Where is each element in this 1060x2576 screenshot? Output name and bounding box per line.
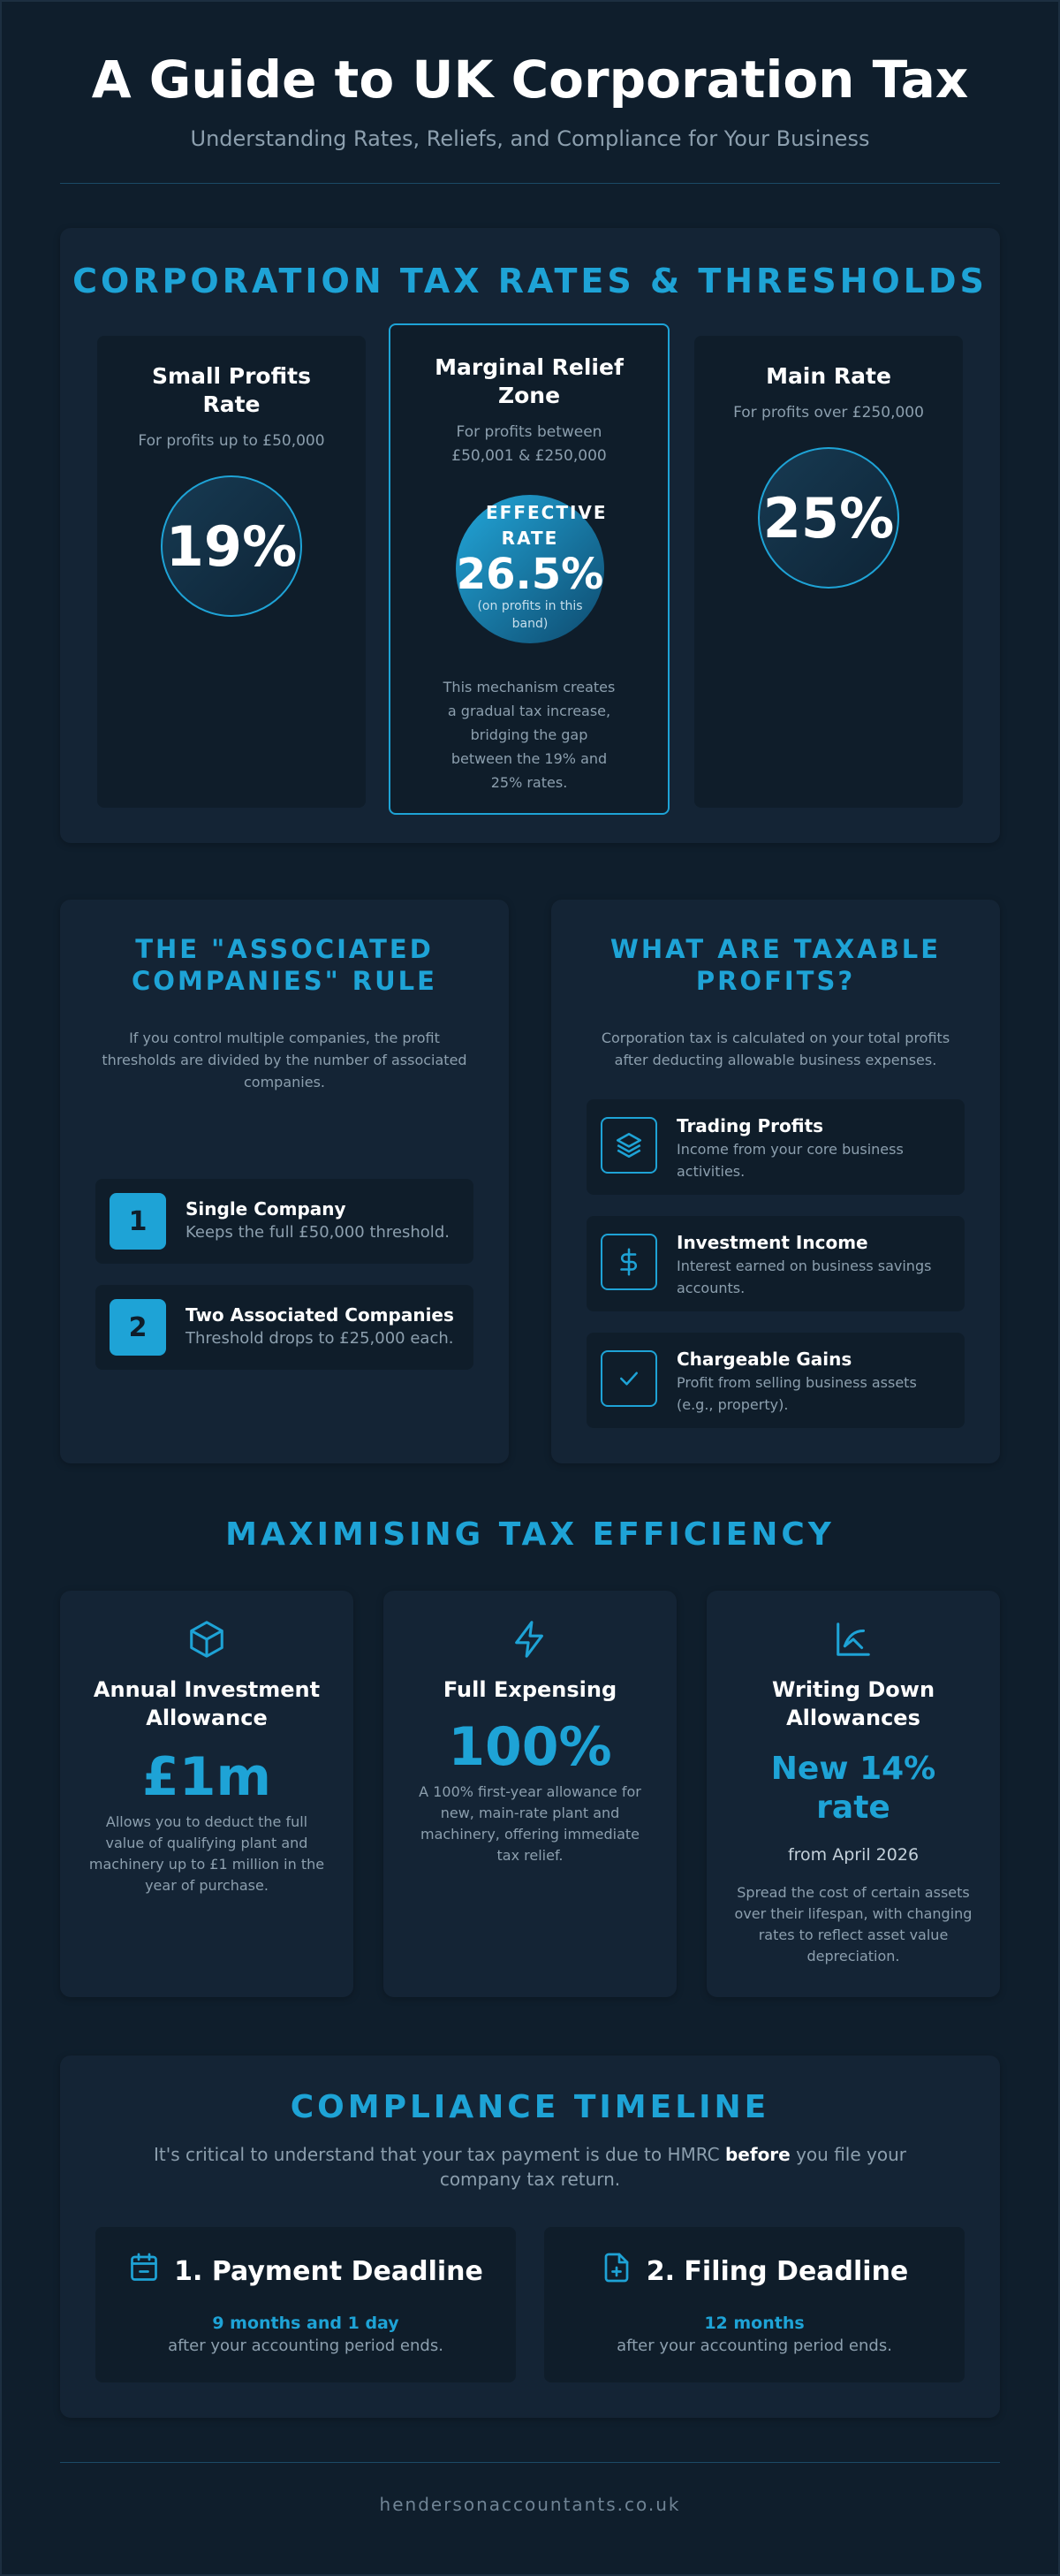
compliance-intro-emphasis: before — [724, 2144, 791, 2165]
efficiency-card-value: New 14% rate — [770, 1751, 936, 1826]
associated-item-number: 1 — [110, 1193, 166, 1250]
effective-rate-value: 26.5% — [456, 550, 604, 599]
taxable-item-desc: Income from your core business activities. — [677, 1141, 904, 1180]
associated-item-desc: Threshold drops to £25,000 each. — [186, 1329, 454, 1348]
small-profits-desc: For profits up to £50,000 — [138, 432, 325, 450]
marginal-relief-card — [389, 323, 670, 815]
page-title: A Guide to UK Corporation Tax — [91, 49, 969, 110]
main-rate-desc: For profits over £250,000 — [733, 404, 924, 422]
payment-deadline-heading — [95, 2252, 516, 2291]
lightning-icon — [383, 1619, 677, 1660]
payment-deadline-title: 1. Payment Deadline — [174, 2255, 483, 2287]
efficiency-card-full-expensing — [383, 1591, 677, 1997]
efficiency-card-wda — [707, 1591, 1000, 1997]
efficiency-card-value-note: from April 2026 — [787, 1845, 920, 1865]
filing-deadline-card — [544, 2227, 965, 2382]
associated-companies-card — [60, 900, 509, 1463]
chart-line-icon — [707, 1619, 1000, 1660]
effective-rate-note: (on profits in this band) — [477, 599, 583, 631]
file-plus-icon — [601, 2252, 632, 2291]
taxable-item-gains — [587, 1333, 965, 1428]
taxable-profits-title: WHAT ARE TAXABLE PROFITS? — [610, 934, 942, 996]
efficiency-card-aia — [60, 1591, 353, 1997]
marginal-relief-explanation: This mechanism creates a gradual tax increase, bridging the gap between the 19% and 25% rates. — [443, 679, 616, 791]
associated-item-number: 2 — [110, 1299, 166, 1356]
marginal-relief-name: Marginal Relief Zone — [435, 354, 624, 408]
efficiency-card-desc: Allows you to deduct the full value of qualifying plant and machinery up to £1 million in the year of purchase. — [88, 1813, 325, 1894]
taxable-item-investment — [587, 1216, 965, 1311]
associated-item-title: Two Associated Companies — [186, 1304, 454, 1326]
filing-deadline-period: 12 months — [704, 2314, 805, 2333]
compliance-intro — [148, 2142, 912, 2192]
compliance-intro-text: It's critical to understand that your tax payment is due to HMRC — [154, 2144, 725, 2165]
payment-deadline-card — [95, 2227, 516, 2382]
associated-item-two — [95, 1285, 473, 1370]
check-icon — [601, 1350, 657, 1407]
compliance-section — [60, 2055, 1000, 2418]
compliance-intro-text: you file your company tax return. — [439, 2144, 906, 2190]
taxable-item-desc: Profit from selling business assets (e.g., property). — [677, 1374, 917, 1413]
effective-rate-label: EFFECTIVE RATE — [486, 502, 608, 549]
payment-deadline-sub: after your accounting period ends. — [168, 2337, 443, 2355]
taxable-profits-intro: Corporation tax is calculated on your total profits after deducting allowable business expenses. — [601, 1030, 950, 1068]
footer-divider — [60, 2462, 1000, 2463]
associated-item-single — [95, 1179, 473, 1264]
efficiency-card-title: Annual Investment Allowance — [93, 1677, 321, 1730]
main-rate-value: 25% — [762, 485, 895, 551]
small-profits-rate-circle — [161, 475, 302, 617]
taxable-item-desc: Interest earned on business savings accounts. — [677, 1258, 932, 1296]
associated-item-desc: Keeps the full £50,000 threshold. — [186, 1223, 450, 1242]
rates-section — [60, 228, 1000, 843]
taxable-item-title: Trading Profits — [677, 1115, 824, 1136]
efficiency-card-desc: A 100% first-year allowance for new, main-rate plant and machinery, offering immediate tax relief. — [419, 1783, 641, 1864]
taxable-profits-card — [551, 900, 1000, 1463]
associated-companies-title: THE "ASSOCIATED COMPANIES" RULE — [132, 934, 437, 996]
main-rate-card — [694, 336, 963, 808]
marginal-relief-desc: For profits between £50,001 & £250,000 — [451, 423, 607, 465]
effective-rate-circle — [456, 495, 608, 643]
efficiency-card-title: Writing Down Allowances — [771, 1677, 935, 1730]
filing-deadline-sub: after your accounting period ends. — [617, 2337, 892, 2355]
efficiency-card-value: £1m — [141, 1746, 271, 1808]
dollar-icon — [601, 1234, 657, 1290]
header-divider — [60, 183, 1000, 184]
efficiency-card-value: 100% — [448, 1716, 612, 1778]
page-subtitle: Understanding Rates, Reliefs, and Compliance for Your Business — [190, 126, 870, 151]
efficiency-card-title: Full Expensing — [443, 1677, 617, 1702]
taxable-item-trading — [587, 1099, 965, 1195]
filing-deadline-title: 2. Filing Deadline — [646, 2255, 909, 2287]
efficiency-section-title: MAXIMISING TAX EFFICIENCY — [225, 1516, 835, 1553]
small-profits-rate: 19% — [165, 513, 298, 579]
rates-section-title: CORPORATION TAX RATES & THRESHOLDS — [72, 262, 988, 300]
calendar-icon — [128, 2252, 160, 2291]
payment-deadline-period: 9 months and 1 day — [212, 2314, 399, 2333]
layers-icon — [601, 1117, 657, 1174]
small-profits-card — [97, 336, 366, 808]
main-rate-circle — [758, 447, 899, 589]
filing-deadline-heading — [544, 2252, 965, 2291]
taxable-item-title: Chargeable Gains — [677, 1349, 852, 1370]
compliance-section-title: COMPLIANCE TIMELINE — [290, 2089, 770, 2125]
main-rate-name: Main Rate — [766, 363, 891, 389]
associated-item-title: Single Company — [186, 1198, 346, 1220]
associated-companies-intro: If you control multiple companies, the profit thresholds are divided by the number of associated companies. — [102, 1030, 467, 1090]
small-profits-name: Small Profits Rate — [152, 363, 311, 417]
footer-website[interactable]: hendersonaccountants.co.uk — [379, 2494, 681, 2515]
taxable-item-title: Investment Income — [677, 1232, 868, 1253]
cube-icon — [60, 1619, 353, 1660]
efficiency-card-desc: Spread the cost of certain assets over their lifespan, with changing rates to reflect asset value depreciation. — [734, 1884, 973, 1964]
